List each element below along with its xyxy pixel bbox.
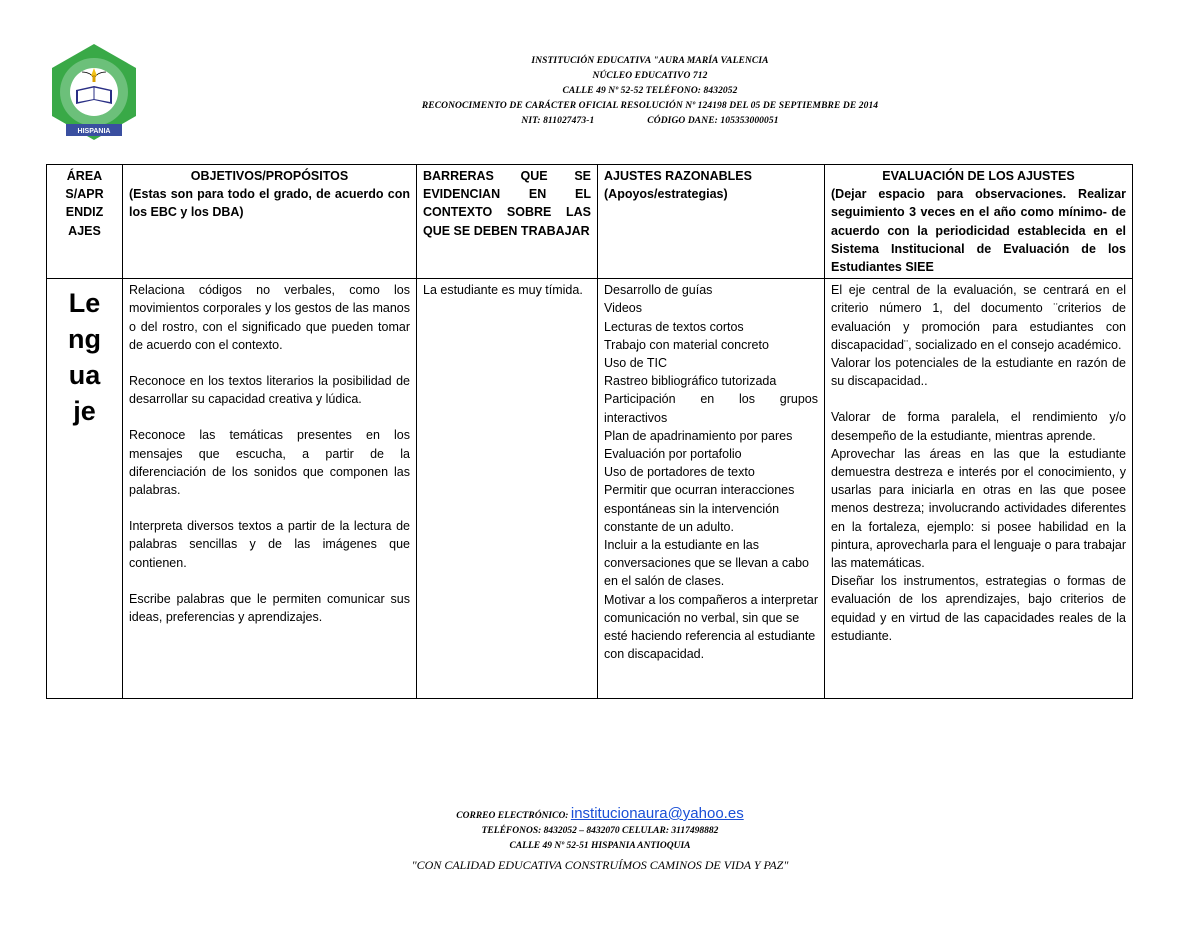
list-item: Motivar a los compañeros a interpretar comunicación no verbal, sin que se esté haciendo referencia al estudiante con discapacidad.: [604, 592, 818, 662]
objetivo-1: Relaciona códigos no verbales, como los movimientos corporales y los gestos de las manos o del rostro, con el significado que pueden tomar de acuerdo con el contexto.: [129, 283, 410, 352]
objetivo-4: Interpreta diversos textos a partir de la lectura de palabras sencillas y de las imágenes que contienen.: [129, 519, 410, 570]
evaluacion-5: Diseñar los instrumentos, estrategias o formas de evaluación de los aprendizajes, bajo criterios de equidad y en virtud de las capacidades reales de la estudiante.: [831, 574, 1126, 643]
school-seal-icon: [44, 42, 144, 147]
footer-address: CALLE 49 Nº 52-51 HISPANIA ANTIOQUIA: [509, 841, 691, 851]
email-link[interactable]: institucionaura@yahoo.es: [570, 805, 744, 822]
list-item: Evaluación por portafolio: [604, 447, 742, 462]
list-item: Participación en los grupos interactivos: [604, 392, 818, 425]
table-row: [47, 279, 1133, 699]
footer: [300, 806, 900, 874]
list-item: Plan de apadrinamiento por pares: [604, 428, 793, 443]
header-objetivos: OBJETIVOS/PROPÓSITOS (Estas son para todo el grado, de acuerdo con los EBC y los DBA): [123, 165, 417, 279]
resolution-line: RECONOCIMENTO DE CARÁCTER OFICIAL RESOLUCIÓN Nº 124198 DEL 05 DE SEPTIEMBRE DE 2014: [421, 101, 879, 111]
email-line: [300, 806, 900, 824]
logo-banner-text: HISPANIA: [77, 128, 111, 135]
barreras-cell: La estudiante es muy tímida.: [417, 279, 598, 699]
objetivo-5: Escribe palabras que le permiten comunicar sus ideas, preferencias y aprendizajes.: [129, 591, 410, 625]
subject-lenguaje: Le ng ua je: [47, 279, 123, 699]
adjustments-table: [46, 164, 1133, 699]
list-item: Permitir que ocurran interacciones espontáneas sin la intervención constante de un adulto.: [604, 483, 795, 534]
list-item: Desarrollo de guías: [604, 283, 713, 298]
ajustes-cell: [598, 279, 825, 699]
header-barreras: BARRERAS QUE SE EVIDENCIAN EN EL CONTEXTO SOBRE LAS QUE SE DEBEN TRABAJAR: [417, 165, 598, 279]
evaluacion-4: Aprovechar las áreas en las que la estudiante demuestra destreza e interés por el conocimiento, y usarlas para iniciarla en otras en las que posee menos destreza; involucrando actividades diferentes en la fortaleza, ejemplo: si posee habilidad en la pintura, aprovecharla para el lenguaje o para trabajar las matemáticas.: [831, 446, 1126, 571]
nit-dane-line: [300, 114, 1000, 129]
dane-text: CÓDIGO DANE: 105353000051: [647, 116, 779, 126]
nucleo-line: NÚCLEO EDUCATIVO 712: [592, 71, 708, 81]
list-item: Trabajo con material concreto: [604, 337, 769, 352]
objetivo-2: Reconoce en los textos literarios la posibilidad de desarrollar su capacidad creativa y lúdica.: [129, 374, 410, 407]
header-area: ÁREA S/APR ENDIZ AJES: [47, 165, 123, 279]
list-item: Uso de portadores de texto: [604, 465, 755, 480]
evaluacion-2: Valorar los potenciales de la estudiante en razón de su discapacidad..: [831, 356, 1126, 389]
list-item: Lecturas de textos cortos: [604, 319, 744, 334]
address-line: CALLE 49 Nº 52-52 TELÉFONO: 8432052: [562, 86, 738, 96]
evaluacion-cell: [825, 279, 1133, 699]
header-ajustes: AJUSTES RAZONABLES (Apoyos/estrategias): [598, 165, 825, 279]
list-item: Incluir a la estudiante en las conversaciones que se llevan a cabo en el salón de clases.: [604, 538, 809, 589]
motto: "CON CALIDAD EDUCATIVA CONSTRUÍMOS CAMINOS DE VIDA Y PAZ": [411, 858, 789, 872]
table-header-row: [47, 165, 1133, 279]
objetivo-3: Reconoce las temáticas presentes en los mensajes que escucha, a partir de la diferenciación de los sonidos que componen las palabras.: [129, 428, 410, 498]
list-item: Rastreo bibliográfico tutorizada: [604, 374, 777, 389]
evaluacion-3: Valorar de forma paralela, el rendimiento y/o desempeño de la estudiante, mientras aprende.: [831, 410, 1126, 443]
nit-text: NIT: 811027473-1: [521, 116, 595, 126]
objetivos-cell: [123, 279, 417, 699]
letterhead: [300, 54, 1000, 129]
list-item: Videos: [604, 301, 642, 316]
phones-line: TELÉFONOS: 8432052 – 8432070 CELULAR: 3117498882: [481, 826, 719, 836]
email-label: CORREO ELECTRÓNICO:: [456, 811, 569, 821]
header-evaluacion: EVALUACIÓN DE LOS AJUSTES (Dejar espacio para observaciones. Realizar seguimiento 3 veces en el año como mínimo- de acuerdo con la periodicidad establecida en el Sistema Institucional de Evaluación de los Estudiantes SIEE: [825, 165, 1133, 279]
evaluacion-1: El eje central de la evaluación, se centrará en el criterio número 1, del documento ¨criterios de evaluación y promoción para estudiantes con discapacidad¨, socializado en el consejo académico.: [831, 283, 1126, 352]
institution-name: INSTITUCIÓN EDUCATIVA "AURA MARÍA VALENCIA: [531, 56, 769, 66]
list-item: Uso de TIC: [604, 356, 667, 371]
